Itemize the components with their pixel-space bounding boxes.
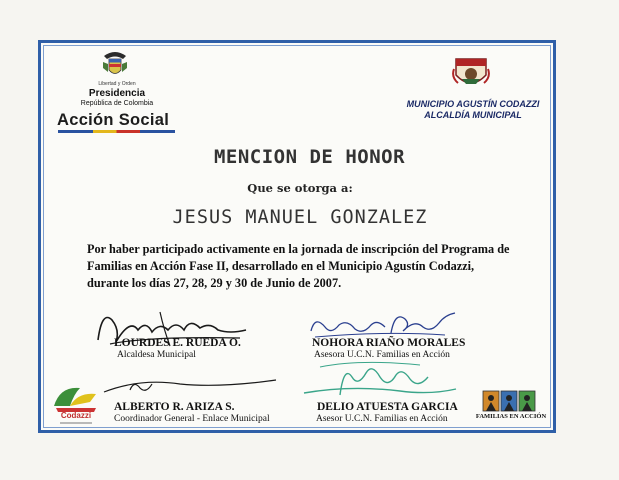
signature-name: ALBERTO R. ARIZA S. [114, 401, 235, 413]
body-line: Por haber participado activamente en la jornada de inscripción del Programa de [87, 242, 510, 256]
accion-social-logo: Acción Social [57, 111, 170, 129]
signature-role: Asesora U.C.N. Familias en Acción [314, 350, 450, 360]
certificate-title: MENCION DE HONOR [213, 146, 406, 168]
familias-en-accion-logo-icon [482, 389, 536, 413]
signature-role: Asesor U.C.N. Familias en Acción [316, 414, 448, 424]
signature-name: DELIO ATUESTA GARCIA [317, 401, 458, 413]
body-line: Familias en Acción Fase II, desarrollado en el Municipio Agustín Codazzi, [87, 259, 475, 273]
codazzi-shield-icon [452, 55, 490, 91]
certificate-subtitle: Que se otorga a: [247, 181, 353, 195]
municipio-label: MUNICIPIO AGUSTÍN CODAZZI [406, 99, 540, 109]
motto-text: Libertad y Orden [98, 81, 136, 87]
republica-label: República de Colombia [80, 100, 154, 107]
presidencia-label: Presidencia [88, 88, 146, 99]
colombia-coat-of-arms-icon [100, 50, 130, 80]
signature-name: LOURDES E. RUEDA O. [114, 337, 241, 349]
recipient-name: JESUS MANUEL GONZALEZ [172, 207, 428, 228]
signature-role: Alcaldesa Municipal [117, 350, 196, 360]
body-line: durante los días 27, 28, 29 y 30 de Junio de 2007. [87, 276, 342, 290]
signature-scribble-atuesta [300, 355, 460, 405]
signature-scribble-ariza [100, 370, 280, 400]
codazzi-logo-icon [50, 380, 102, 428]
accion-social-underline [58, 130, 175, 133]
svg-text:Codazzi: Codazzi [60, 411, 92, 420]
certificate-body [87, 241, 517, 292]
signature-name: NOHORA RIAÑO MORALES [312, 337, 466, 349]
familias-en-accion-label: FAMILIAS EN ACCIÓN [475, 413, 547, 420]
alcaldia-label: ALCALDÍA MUNICIPAL [424, 110, 522, 120]
signature-role: Coordinador General - Enlace Municipal [114, 414, 270, 424]
